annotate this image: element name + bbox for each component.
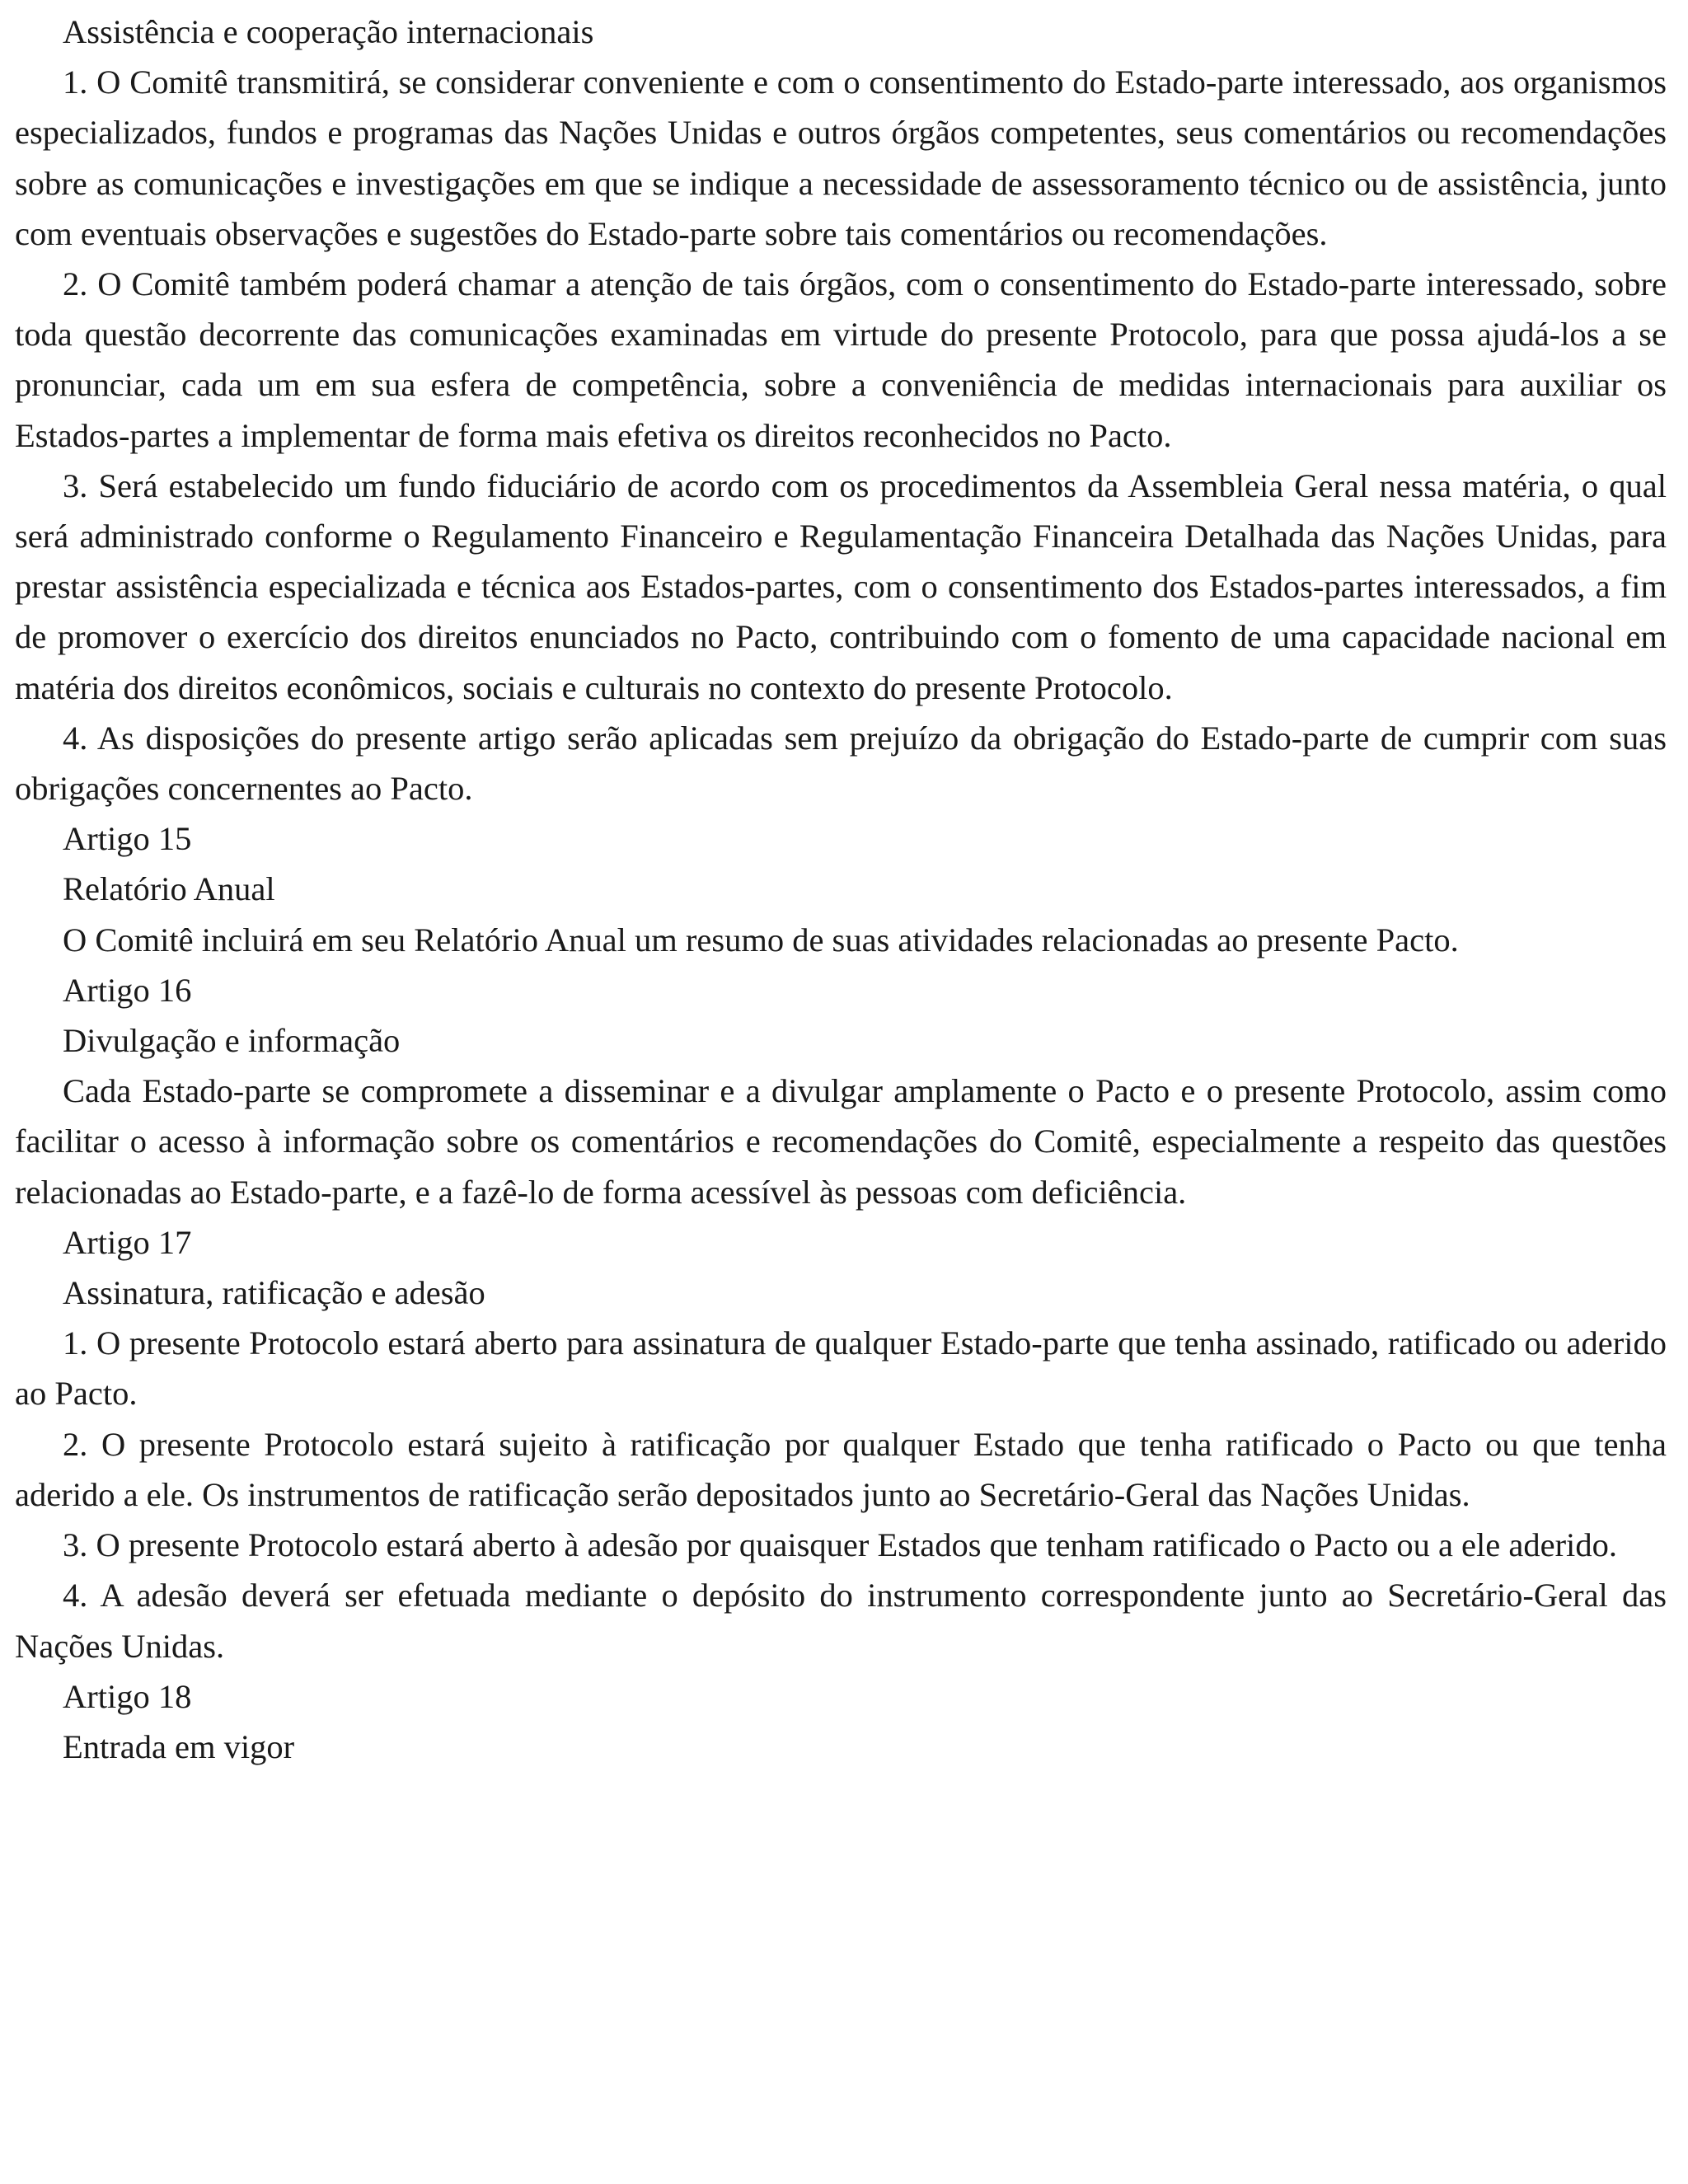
article-15-label: Artigo 15 (63, 820, 192, 858)
paragraph-14-2: 2. O Comitê também poderá chamar a atenção de tais órgãos, com o consentimento do Estado-parte interessado, sobre toda questão decorrente das comunicações examinadas em virtude do presente Protocolo, para que possa ajudá-los a se pronunciar, cada um em sua esfera de competência, sobre a conveniência de medidas internacionais para auxiliar os Estados-partes a implementar de forma mais efetiva os direitos reconhecidos no Pacto. (15, 265, 1667, 454)
article-17-title: Assinatura, ratificação e adesão (63, 1274, 485, 1312)
article-16-title: Divulgação e informação (63, 1022, 401, 1060)
article-18-label: Artigo 18 (63, 1677, 192, 1715)
paragraph-17-2: 2. O presente Protocolo estará sujeito à ratificação por qualquer Estado que tenha ratificado o Pacto ou que tenha aderido a ele. Os instrumentos de ratificação serão depositados junto ao Secretário-Geral das Nações Unidas. (15, 1425, 1667, 1513)
article-15-title: Relatório Anual (63, 870, 275, 908)
article-16-label: Artigo 16 (63, 971, 192, 1009)
article-15-text: O Comitê incluirá em seu Relatório Anual um resumo de suas atividades relacionadas ao presente Pacto. (63, 921, 1459, 958)
section-title: Assistência e cooperação internacionais (63, 13, 594, 50)
paragraph-14-1: 1. O Comitê transmitirá, se considerar conveniente e com o consentimento do Estado-parte interessado, aos organismos especializados, fundos e programas das Nações Unidas e outros órgãos competentes, seus comentários ou recomendações sobre as comunicações e investigações em que se indique a necessidade de assessoramento técnico ou de assistência, junto com eventuais observações e sugestões do Estado-parte sobre tais comentários ou recomendações. (15, 63, 1667, 252)
paragraph-14-3: 3. Será estabelecido um fundo fiduciário de acordo com os procedimentos da Assembleia Geral nessa matéria, o qual será administrado conforme o Regulamento Financeiro e Regulamentação Financeira Detalhada das Nações Unidas, para prestar assistência especializada e técnica aos Estados-partes, com o consentimento dos Estados-partes interessados, a fim de promover o exercício dos direitos enunciados no Pacto, contribuindo com o fomento de uma capacidade nacional em matéria dos direitos econômicos, sociais e culturais no contexto do presente Protocolo. (15, 466, 1667, 706)
paragraph-14-4: 4. As disposições do presente artigo serão aplicadas sem prejuízo da obrigação do Estado-parte de cumprir com suas obrigações concernentes ao Pacto. (15, 719, 1667, 808)
article-16-text: Cada Estado-parte se compromete a disseminar e a divulgar amplamente o Pacto e o presente Protocolo, assim como facilitar o acesso à informação sobre os comentários e recomendações do Comitê, especialmente a respeito das questões relacionadas ao Estado-parte, e a fazê-lo de forma acessível às pessoas com deficiência. (15, 1072, 1667, 1211)
paragraph-17-1: 1. O presente Protocolo estará aberto para assinatura de qualquer Estado-parte que tenha assinado, ratificado ou aderido ao Pacto. (15, 1324, 1667, 1413)
paragraph-17-3: 3. O presente Protocolo estará aberto à adesão por quaisquer Estados que tenham ratificado o Pacto ou a ele aderido. (63, 1526, 1617, 1564)
document-page (15, 7, 1667, 1772)
article-17-label: Artigo 17 (63, 1223, 192, 1261)
article-18-title: Entrada em vigor (63, 1727, 295, 1765)
paragraph-17-4: 4. A adesão deverá ser efetuada mediante o depósito do instrumento correspondente junto ao Secretário-Geral das Nações Unidas. (15, 1577, 1667, 1665)
